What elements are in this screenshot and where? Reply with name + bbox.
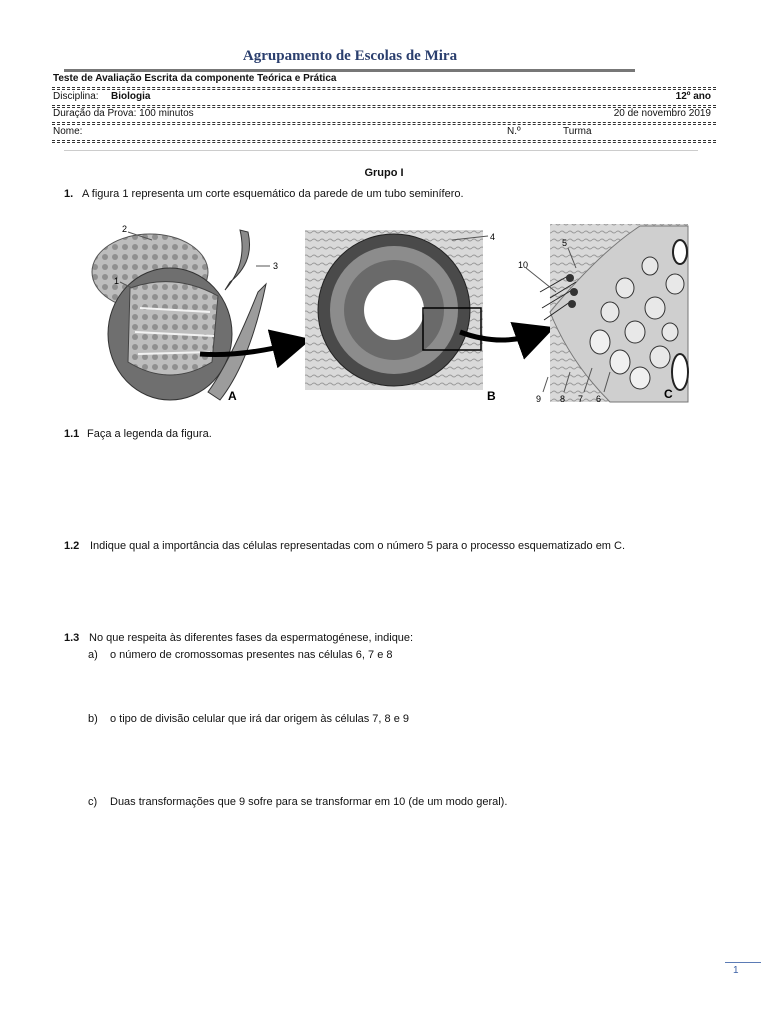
- panel-label-c: C: [664, 387, 673, 401]
- test-date: 20 de novembro 2019: [613, 108, 711, 119]
- callout-4: 4: [490, 232, 496, 242]
- discipline-value: Biologia: [111, 91, 151, 102]
- panel-label-b: B: [487, 389, 496, 403]
- header-divider: [52, 140, 716, 141]
- test-duration: Duração da Prova: 100 minutos: [53, 108, 194, 119]
- question-1-3-text: No que respeita às diferentes fases da espermatogénese, indique:: [89, 632, 414, 644]
- class-label: Turma: [563, 126, 592, 137]
- header-divider: [52, 122, 716, 123]
- number-label: N.º: [507, 126, 521, 137]
- question-1-1-text: Faça a legenda da figura.: [87, 428, 212, 440]
- discipline-label: Disciplina:: [53, 91, 99, 102]
- school-underline: [64, 69, 635, 72]
- test-title: Teste de Avaliação Escrita da componente Teórica e Prática: [53, 73, 337, 84]
- callout-6: 6: [596, 394, 602, 404]
- question-1-1-number: 1.1: [64, 428, 80, 440]
- item-c-text: Duas transformações que 9 sofre para se transformar em 10 (de um modo geral).: [110, 796, 508, 808]
- item-a-text: o número de cromossomas presentes nas células 6, 7 e 8: [110, 649, 393, 661]
- question-1-3-number: 1.3: [64, 632, 80, 644]
- header-divider: [52, 89, 716, 90]
- item-c-letter: c): [88, 796, 98, 808]
- item-b-letter: b): [88, 713, 98, 725]
- discipline-row: [53, 91, 713, 105]
- seminiferous-tubule-figure: [80, 212, 700, 408]
- callout-5: 5: [562, 238, 568, 248]
- callout-8: 8: [560, 394, 566, 404]
- name-label: Nome:: [53, 126, 83, 137]
- student-row: [53, 126, 713, 140]
- page-number: 1: [733, 965, 739, 976]
- question-1-number: 1.: [64, 188, 74, 200]
- header-divider: [52, 105, 716, 106]
- panel-a-testis: [92, 230, 292, 400]
- school-name: Agrupamento de Escolas de Mira: [242, 48, 458, 64]
- callout-2: 2: [122, 224, 128, 234]
- test-title-row: [53, 73, 713, 87]
- header-divider: [52, 142, 716, 143]
- panel-label-a: A: [228, 389, 237, 403]
- callout-7: 7: [578, 394, 584, 404]
- duration-row: [53, 108, 713, 122]
- section-rule: [64, 150, 698, 151]
- item-a-letter: a): [88, 649, 98, 661]
- callout-3: 3: [273, 261, 279, 271]
- question-1-text: A figura 1 representa um corte esquemático da parede de um tubo seminífero.: [82, 188, 464, 200]
- callout-10: 10: [518, 260, 529, 270]
- panel-c-epithelium: [526, 224, 688, 402]
- footer-rule: [725, 962, 761, 963]
- school-year: 12º ano: [675, 91, 711, 102]
- callout-9: 9: [536, 394, 542, 404]
- item-b-text: o tipo de divisão celular que irá dar origem às células 7, 8 e 9: [110, 713, 410, 725]
- callout-1: 1: [114, 276, 120, 286]
- group-title: Grupo I: [364, 167, 404, 179]
- panel-b-tubule-section: [305, 230, 536, 390]
- header-divider: [52, 87, 716, 88]
- question-1-2-text: Indique qual a importância das células representadas com o número 5 para o processo esquematizado em C.: [90, 540, 626, 552]
- question-1-2-number: 1.2: [64, 540, 80, 552]
- header-divider: [52, 124, 716, 125]
